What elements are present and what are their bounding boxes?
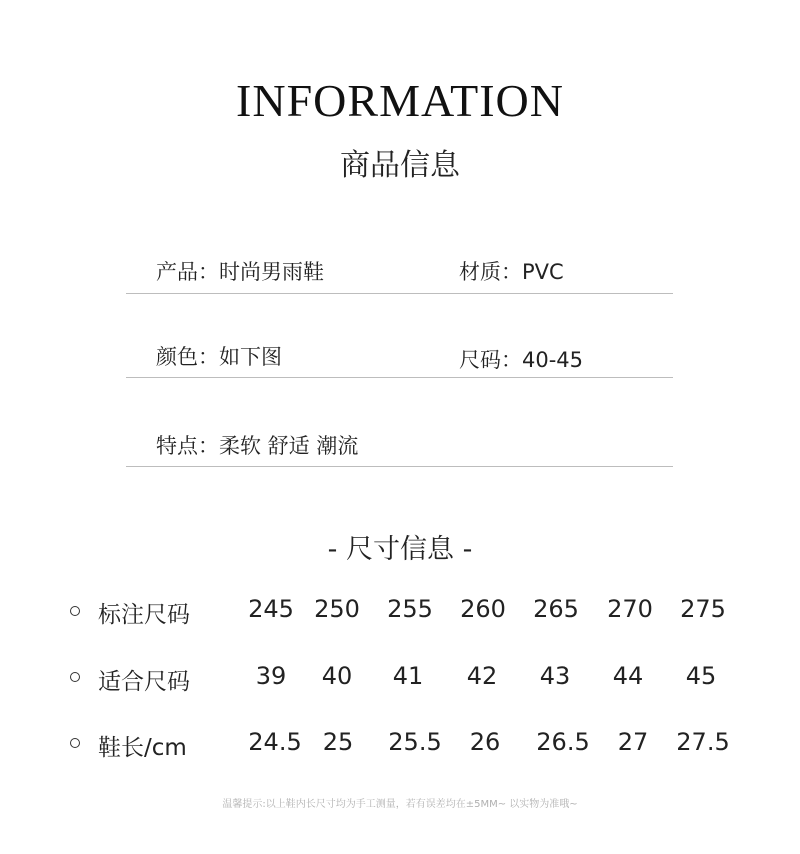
- table-cell: 24.5: [248, 728, 302, 756]
- size-info: 尺码：40-45: [459, 348, 584, 372]
- page-title-en: INFORMATION: [236, 75, 564, 126]
- size-row-marked: [0, 593, 800, 629]
- table-cell: 275: [680, 595, 726, 623]
- table-cell: 43: [539, 662, 571, 690]
- table-cell: 25: [322, 728, 354, 756]
- table-cell: 39: [255, 662, 287, 690]
- table-cell: 265: [533, 595, 579, 623]
- features-info: 特点：柔软 舒适 潮流: [156, 434, 359, 458]
- table-cell: 26: [469, 728, 501, 756]
- footnote: 温馨提示:以上鞋内长尺寸均为手工测量，若有误差均在±5MM~ 以实物为准哦~: [222, 799, 578, 810]
- table-cell: 245: [248, 595, 294, 623]
- table-cell: 27: [617, 728, 649, 756]
- table-cell: 27.5: [676, 728, 730, 756]
- color-info: 颜色：如下图: [156, 345, 282, 369]
- bullet-circle-icon: [70, 606, 80, 616]
- size-section-title: - 尺寸信息 -: [327, 534, 473, 565]
- size-row-length: [0, 726, 800, 762]
- product-info: 产品：时尚男雨鞋: [156, 260, 324, 284]
- material-info: 材质：PVC: [459, 260, 564, 284]
- table-cell: 250: [314, 595, 360, 623]
- table-cell: 42: [466, 662, 498, 690]
- row-label: 标注尺码: [98, 602, 190, 628]
- bullet-circle-icon: [70, 738, 80, 748]
- divider: [126, 466, 673, 467]
- bullet-circle-icon: [70, 672, 80, 682]
- table-cell: 270: [607, 595, 653, 623]
- table-cell: 40: [321, 662, 353, 690]
- table-cell: 255: [387, 595, 433, 623]
- table-cell: 25.5: [388, 728, 442, 756]
- table-cell: 260: [460, 595, 506, 623]
- table-cell: 26.5: [536, 728, 590, 756]
- table-cell: 44: [612, 662, 644, 690]
- page-title-cn: 商品信息: [340, 148, 460, 183]
- divider: [126, 377, 673, 378]
- size-row-fit: [0, 660, 800, 696]
- table-cell: 41: [392, 662, 424, 690]
- divider: [126, 293, 673, 294]
- row-label: 鞋长/cm: [98, 735, 187, 761]
- row-label: 适合尺码: [98, 669, 190, 695]
- table-cell: 45: [685, 662, 717, 690]
